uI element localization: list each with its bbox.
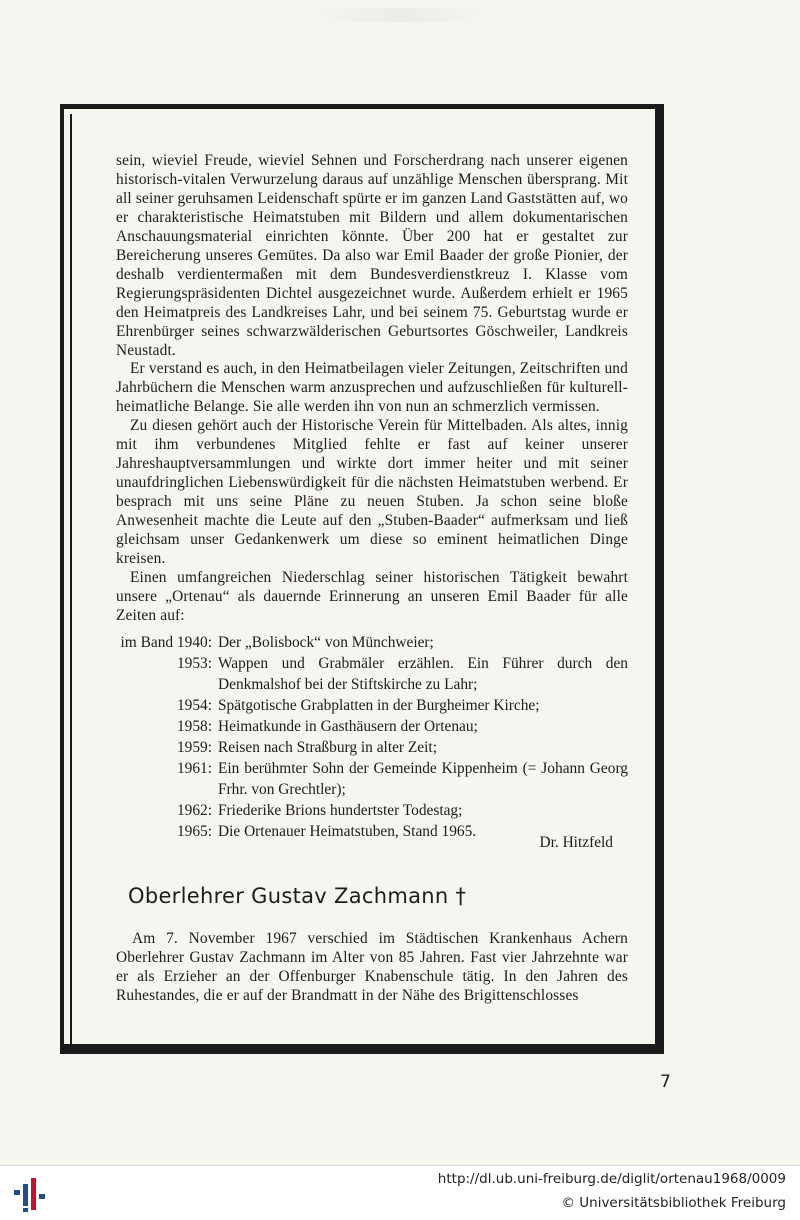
frame-inner-line [70,114,72,1044]
list-text: Reisen nach Straßburg in alter Zeit; [218,739,437,756]
list-year: 1953: [176,655,212,672]
list-item [116,800,628,821]
list-text: Friederike Brions hundertster Todestag; [218,802,463,819]
list-text: Wappen und Grabmäler erzählen. Ein Führer durch den Denkmalshof bei der Stiftskirche zu Lahr; [218,655,628,693]
list-text: Spätgotische Grabplatten in der Burgheimer Kirche; [218,697,540,714]
list-year: 1962: [176,802,212,819]
list-year: 1954: [176,697,212,714]
list-year: 1965: [176,823,212,840]
author-signature: Dr. Hitzfeld [539,834,613,851]
ub-freiburg-logo-icon[interactable] [12,1176,50,1214]
list-item [116,653,628,695]
list-year: 1959: [176,739,212,756]
obituary-body: Am 7. November 1967 verschied im Städtischen Krankenhaus Achern Oberlehrer Gustav Zachmann im Alter von 85 Jahren. Fast vier Jahrzehnte war er als Erzieher an der Offenburger Knabenschule tätig. In den Jahren des Ruhestandes, die er auf der Brandmatt in der Nähe des Brigittenschlosses [116,930,628,1004]
list-text: Ein berühmter Sohn der Gemeinde Kippenheim (= Johann Georg Frhr. von Grechtler); [218,760,628,798]
bleed-through [310,8,490,22]
list-item [116,632,628,653]
list-text: Heimatkunde in Gasthäusern der Ortenau; [218,718,478,735]
obituary-title: Oberlehrer Gustav Zachmann † [128,884,467,908]
list-item [116,716,628,737]
article-body [116,152,628,626]
copyright-notice: © Universitätsbibliothek Freiburg [561,1195,786,1211]
page-number: 7 [660,1072,671,1092]
list-text: Der „Bolisbock“ von Münchweier; [218,634,434,651]
paragraph-2: Er verstand es auch, in den Heimatbeilagen vieler Zeitungen, Zeitschriften und Jahrbüchern die Menschen warm anzusprechen und aufzuschließen für kulturell-heimatliche Belange. Sie alle werden ihn von nun an schmerzlich vermissen. [116,360,628,416]
paragraph-3: Zu diesen gehört auch der Historische Verein für Mittelbaden. Als altes, innig mit ihm verbundenes Mitglied fehlte er fast auf keiner unserer Jahreshauptversammlungen und wirkte dort immer heiter und mit seiner unaufdringlichen Liebenswürdigkeit für die nächsten Heimatstuben werbend. Er besprach mit uns seine Pläne zu neuen Stuben. Ja schon seine bloße Anwesenheit machte die Leute auf den „Stuben-Baader“ aufmerksam und ließ gleichsam unser Gedankenwerk um diese so eminent heimatlichen Dinge kreisen. [116,417,628,568]
viewer-footer [0,1165,800,1220]
list-item [116,695,628,716]
list-item [116,737,628,758]
list-text: Die Ortenauer Heimatstuben, Stand 1965. [218,823,477,840]
paragraph-4: Einen umfangreichen Niederschlag seiner historischen Tätigkeit bewahrt unsere „Ortenau“ als dauernde Erinnerung an unseren Emil Baader für alle Zeiten auf: [116,568,628,624]
permalink-link[interactable]: http://dl.ub.uni-freiburg.de/diglit/ortenau1968/0009 [437,1171,786,1187]
list-year: im Band 1940: [120,634,212,651]
list-item [116,758,628,800]
list-year: 1958: [176,718,212,735]
publication-list [116,632,628,842]
list-year: 1961: [176,760,212,777]
paragraph-1: sein, wieviel Freude, wieviel Sehnen und Forscherdrang nach unserer eigenen historisch-vitalen Verwurzelung daraus auf unzählige Menschen übersprang. Mit all seiner geruhsamen Leidenschaft spürte er im ganzen Land Gaststätten auf, wo er charakteristische Heimatstuben mit Bildern und allem dokumentarischen Anschauungsmaterial einrichten könnte. Über 200 hat er gestaltet zur Bereicherung unseres Gemütes. Da also war Emil Baader der große Pionier, der deshalb verdientermaßen mit dem Bundesverdienstkreuz I. Klasse vom Regierungspräsidenten Dichtel ausgezeichnet wurde. Außerdem erhielt er 1965 den Heimatpreis des Landkreises Lahr, und bei seinem 75. Geburtstag wurde er Ehrenbürger seines schwarzwälderischen Geburtsortes Göschweiler, Landkreis Neustadt. [116,152,628,359]
